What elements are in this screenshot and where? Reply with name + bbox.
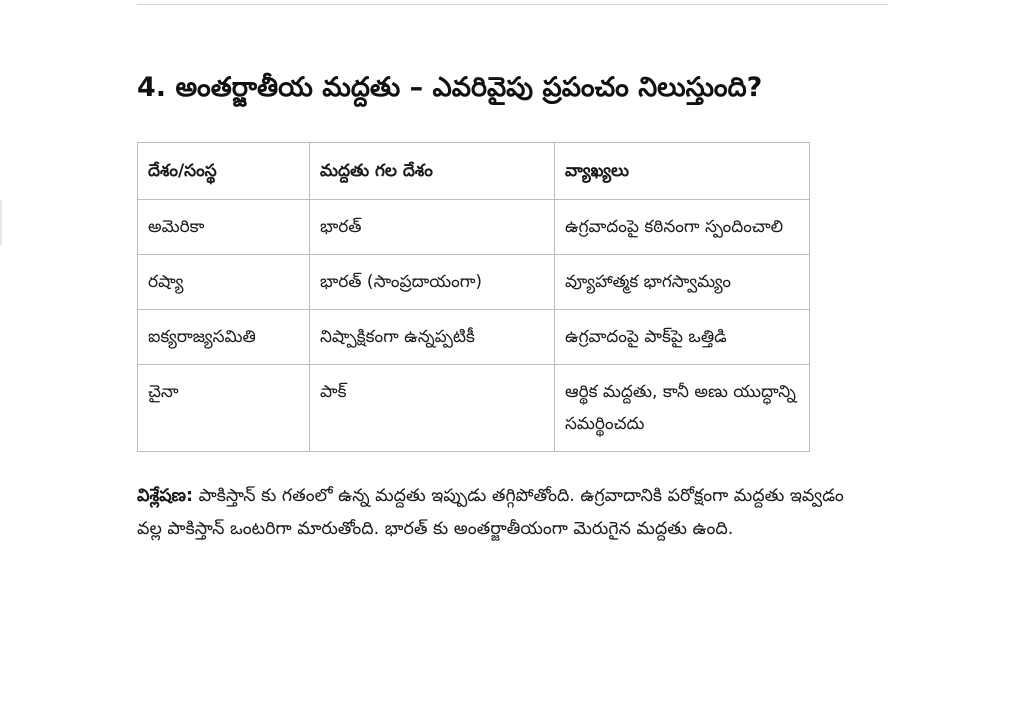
table-cell: ఉగ్రవాదంపై పాక్‌పై ఒత్తిడి: [555, 310, 810, 365]
table-row: [138, 200, 810, 255]
table-cell: పాక్: [310, 365, 555, 452]
table-cell: నిష్పాక్షికంగా ఉన్నప్పటికీ: [310, 310, 555, 365]
table-header-row: [138, 143, 810, 200]
analysis-text: పాకిస్తాన్ కు గతంలో ఉన్న మద్దతు ఇప్పుడు తగ్గిపోతోంది. ఉగ్రవాదానికి పరోక్షంగా మద్దతు ఇవ్వడం వల్ల పాకిస్తాన్ ఒంటరిగా మారుతోంది. భారత్ కు అంతర్జాతీయంగా మెరుగైన మద్దతు ఉంది.: [137, 486, 844, 539]
analysis-label: విశ్లేషణ:: [137, 486, 193, 506]
table-cell: ఆర్థిక మద్దతు, కానీ అణు యుద్ధాన్ని సమర్థించదు: [555, 365, 810, 452]
table-cell: రష్యా: [138, 255, 310, 310]
table-row: [138, 365, 810, 452]
table-cell: వ్యూహాత్మక భాగస్వామ్యం: [555, 255, 810, 310]
analysis-paragraph: [137, 480, 857, 546]
support-table: [137, 142, 810, 452]
column-header-country: దేశం/సంస్థ: [138, 143, 310, 200]
table-row: [138, 310, 810, 365]
column-header-comments: వ్యాఖ్యలు: [555, 143, 810, 200]
top-divider: [137, 4, 888, 5]
table-row: [138, 255, 810, 310]
left-edge-mark: [0, 200, 2, 245]
table-cell: చైనా: [138, 365, 310, 452]
article-section: [137, 66, 897, 546]
table-cell: ఉగ్రవాదంపై కఠినంగా స్పందించాలి: [555, 200, 810, 255]
table-cell: భారత్ (సాంప్రదాయంగా): [310, 255, 555, 310]
table-cell: భారత్: [310, 200, 555, 255]
section-heading: 4. అంతర్జాతీయ మద్దతు – ఎవరివైపు ప్రపంచం నిలుస్తుంది?: [137, 72, 763, 103]
column-header-supported-country: మద్దతు గల దేశం: [310, 143, 555, 200]
table-cell: ఐక్యరాజ్యసమితి: [138, 310, 310, 365]
table-cell: అమెరికా: [138, 200, 310, 255]
